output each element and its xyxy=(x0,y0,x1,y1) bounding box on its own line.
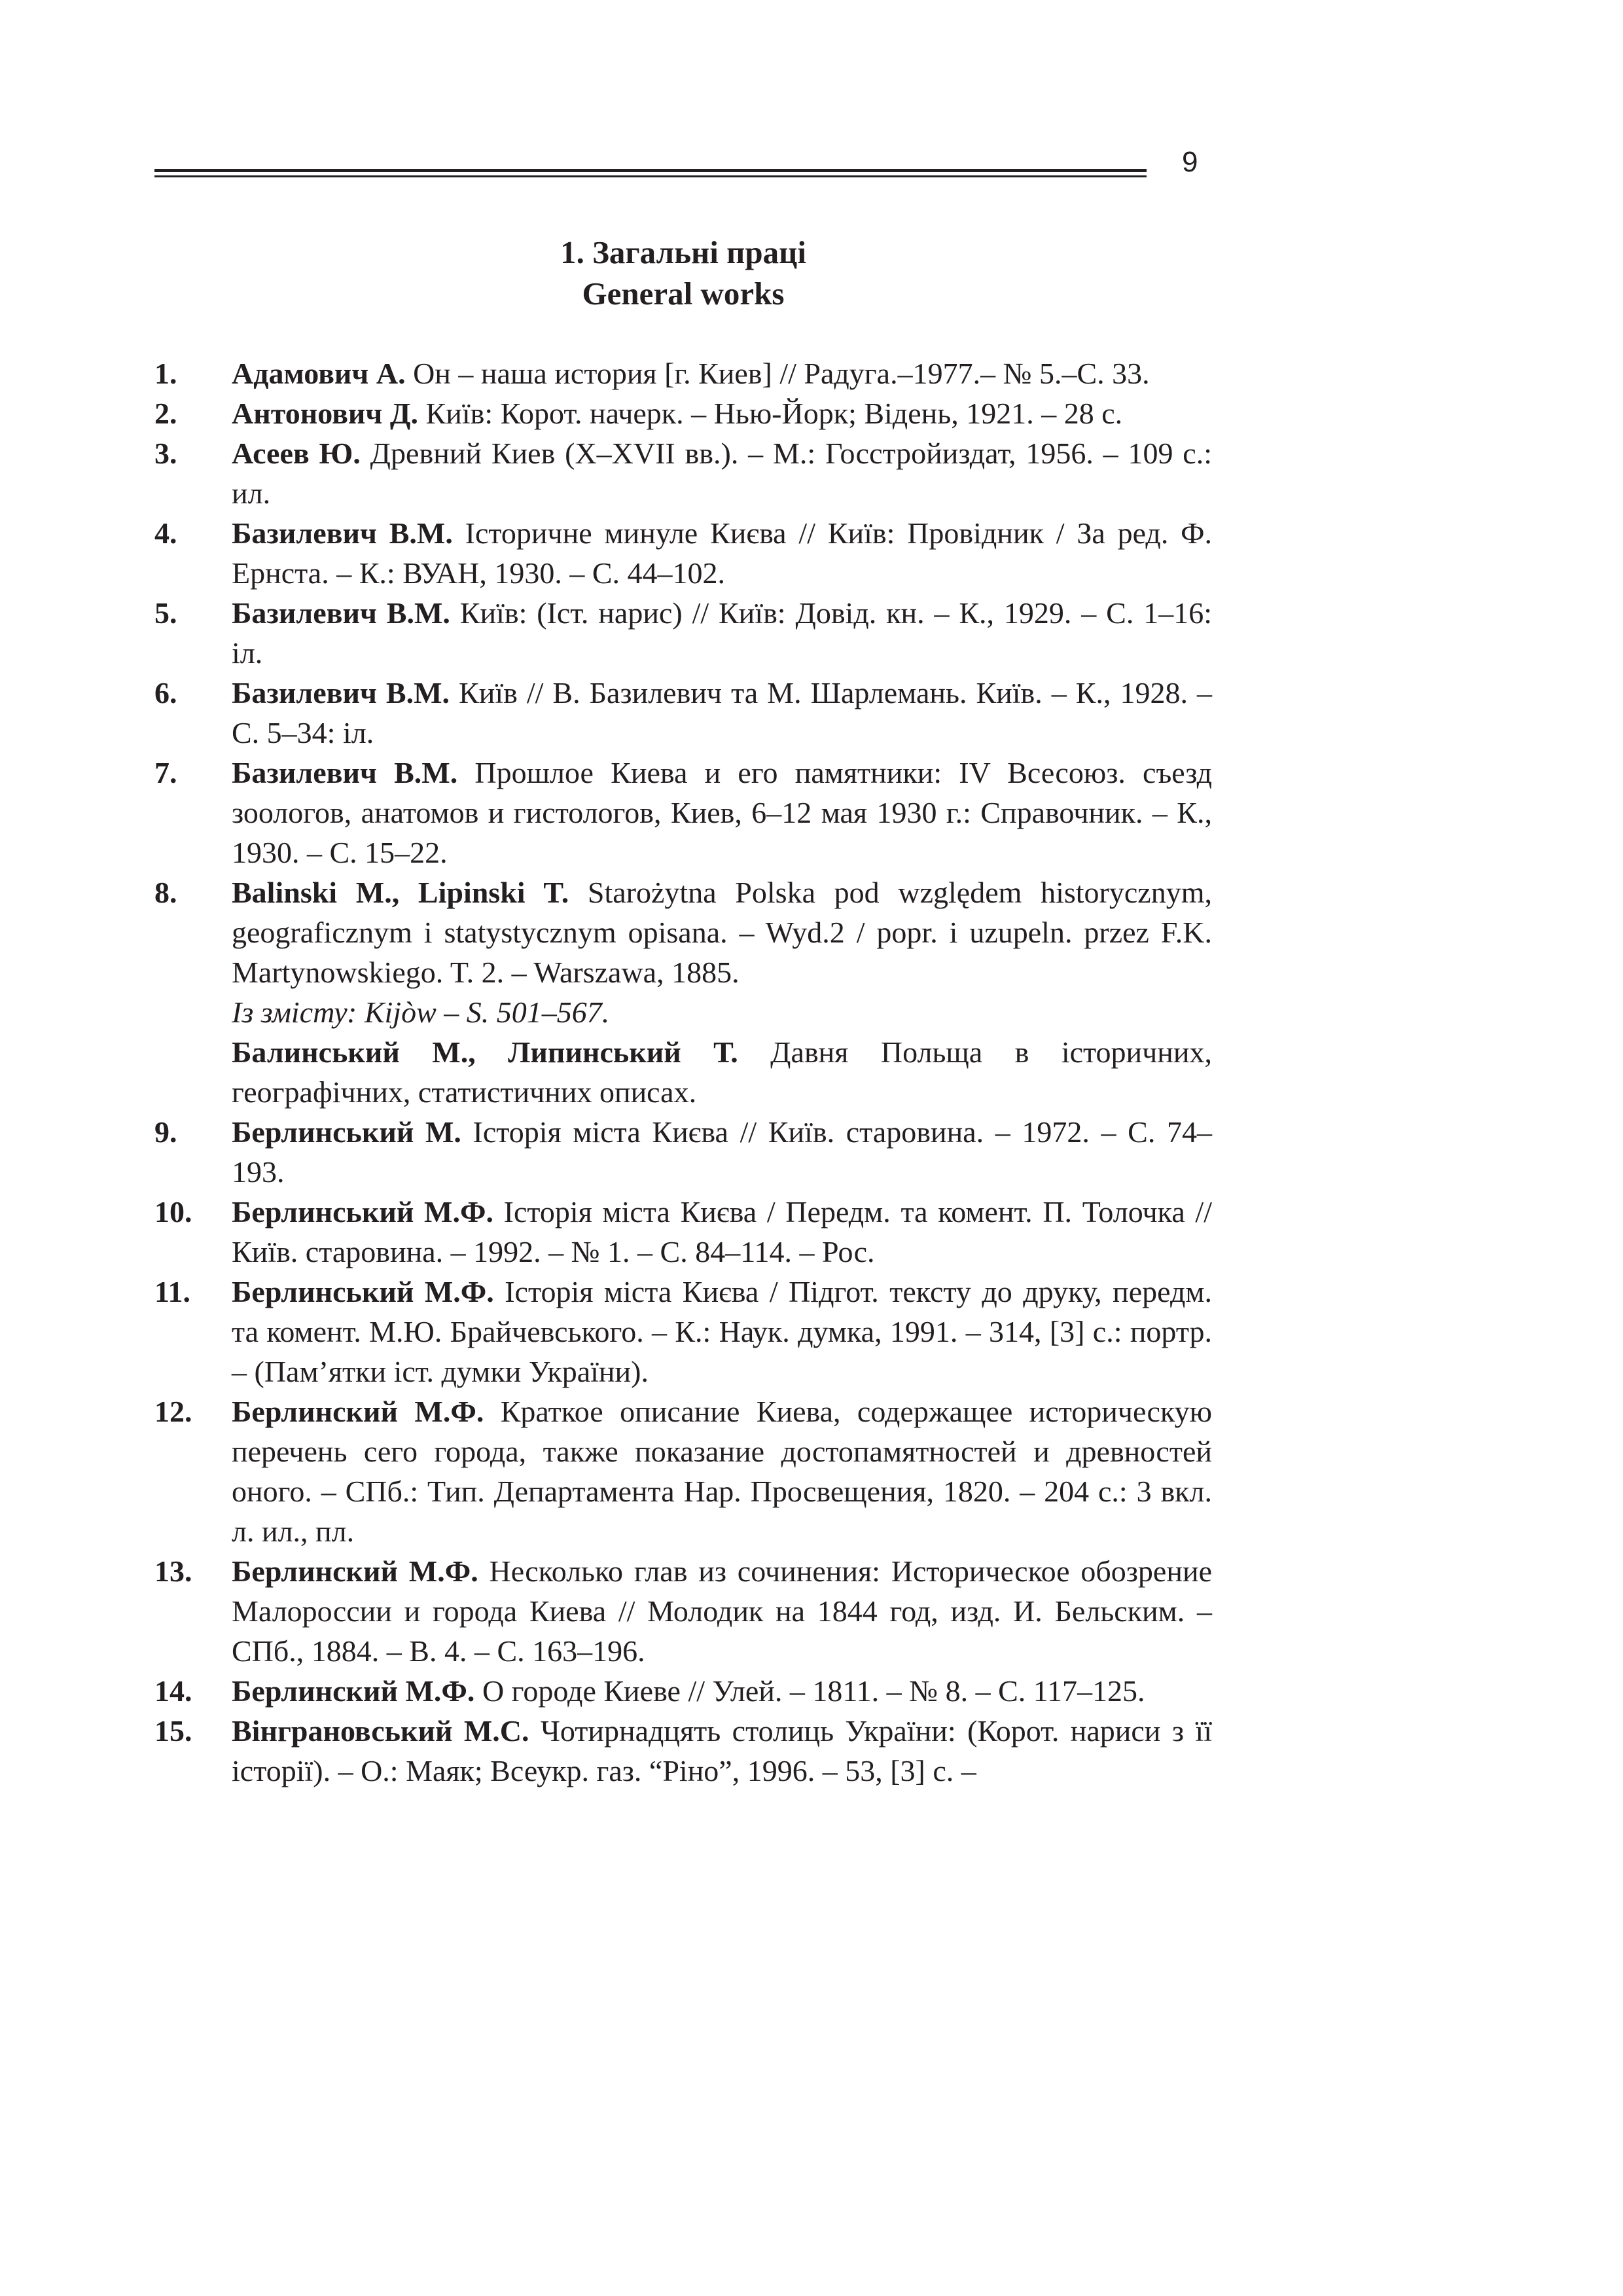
bibliography-entry xyxy=(154,1551,1212,1671)
entry-number: 10. xyxy=(154,1195,192,1229)
bibliography-entry xyxy=(154,433,1212,513)
entry-number: 14. xyxy=(154,1674,192,1708)
entry-text: Несколько глав из сочинения: Историческое обозрение Малороссии и города Киева // Молодик на 1844 год, изд. И. Бельским. – СПб., 1884. – В. 4. – С. 163–196. xyxy=(232,1554,1213,1668)
entry-number: 8. xyxy=(154,876,177,909)
entry-text: Історія міста Києва / Передм. та комент. П. Толочка // Київ. старовина. – 1992. – № 1. – С. 84–114. – Рос. xyxy=(232,1195,1212,1268)
entry-number: 3. xyxy=(154,437,177,470)
entry-author: Базилевич В.М. xyxy=(232,676,450,709)
entry-contents-note: Із змісту: Kijòw – S. 501–567. xyxy=(232,996,610,1029)
bibliography-entry xyxy=(154,353,1212,393)
entry-number: 4. xyxy=(154,516,177,550)
bibliography-entry xyxy=(154,593,1212,673)
entry-author: Базилевич В.М. xyxy=(232,516,453,550)
bibliography-entry xyxy=(154,1112,1212,1192)
header-rule xyxy=(154,169,1147,178)
bibliography-entry xyxy=(154,1192,1212,1272)
entry-author: Берлинский М.Ф. xyxy=(232,1554,478,1588)
section-title-ua: 1. Загальні праці xyxy=(560,234,806,270)
entry-text: Київ: (Іст. нарис) // Київ: Довід. кн. – К., 1929. – С. 1–16: іл. xyxy=(232,596,1212,670)
bibliography-entry xyxy=(154,872,1212,1112)
entry-number: 13. xyxy=(154,1554,192,1588)
entry-number: 1. xyxy=(154,357,177,390)
bibliography-entry xyxy=(154,393,1212,433)
entry-text: Прошлое Киева и его памятники: IV Всесоюз. съезд зоологов, анатомов и гистологов, Киев, 6–12 мая 1930 г.: Справочник. – К., 1930. – С. 15–22. xyxy=(232,756,1212,869)
entry-number: 12. xyxy=(154,1395,192,1428)
entry-author: Берлинский М.Ф. xyxy=(232,1674,475,1708)
entry-translation-author: Балинський М., Липинський Т. xyxy=(232,1035,738,1069)
entry-number: 7. xyxy=(154,756,177,789)
entry-number: 11. xyxy=(154,1275,190,1308)
bibliography-entry xyxy=(154,1671,1212,1711)
entry-number: 15. xyxy=(154,1714,192,1748)
entry-text: Краткое описание Киева, содержащее историческую перечень сего города, также показание достопамятностей и древностей оного. – СПб.: Тип. Департамента Нар. Просвещения, 1820. – 204 с.: 3 вкл. л. ил., пл. xyxy=(232,1395,1212,1548)
entry-text: Чотирнадцять столиць України: (Корот. нариси з її історії). – О.: Маяк; Всеукр. газ. “Ріно”, 1996. – 53, [3] с. – xyxy=(232,1714,1212,1787)
bibliography-list xyxy=(154,353,1212,1791)
entry-text: Історія міста Києва / Підгот. тексту до друку, передм. та комент. М.Ю. Брайчевського. – К.: Наук. думка, 1991. – 314, [3] с.: портр. – (Пам’ятки іст. думки України). xyxy=(232,1275,1212,1388)
entry-number: 6. xyxy=(154,676,177,709)
section-title-en: General works xyxy=(582,276,785,312)
header-rule-thin xyxy=(154,175,1147,177)
entry-text: О городе Киеве // Улей. – 1811. – № 8. – С. 117–125. xyxy=(474,1674,1145,1708)
bibliography-entry xyxy=(154,1391,1212,1551)
entry-author: Адамович А. xyxy=(232,357,406,390)
bibliography-entry xyxy=(154,513,1212,593)
entry-author: Асеев Ю. xyxy=(232,437,361,470)
entry-author: Базилевич В.М. xyxy=(232,756,458,789)
page-number: 9 xyxy=(1182,146,1198,178)
entry-translation xyxy=(232,1032,1212,1112)
entry-text: Starożytna Polska pod względem historycznym, geograficznym i statystycznym opisana. – Wyd.2 / popr. i uzupeln. przez F.K. Martynowskiego. T. 2. – Warszawa, 1885. xyxy=(232,876,1212,989)
entry-translation-text: Давня Польща в історичних, географічних, статистичних описах. xyxy=(232,1035,1212,1109)
entry-author: Берлинський М.Ф. xyxy=(232,1275,494,1308)
entry-number: 9. xyxy=(154,1115,177,1149)
entry-number: 5. xyxy=(154,596,177,630)
entry-text: Київ: Корот. начерк. – Нью-Йорк; Відень, 1921. – 28 с. xyxy=(418,397,1123,430)
entry-text: Древний Киев (X–XVII вв.). – М.: Госстройиздат, 1956. – 109 с.: ил. xyxy=(232,437,1212,510)
bibliography-entry xyxy=(154,1711,1212,1791)
entry-text: Історія міста Києва // Київ. старовина. – 1972. – С. 74–193. xyxy=(232,1115,1212,1189)
entry-author: Антонович Д. xyxy=(232,397,419,430)
section-heading xyxy=(154,232,1212,314)
entry-author: Balinski M., Lipinski T. xyxy=(232,876,569,909)
entry-author: Берлинський М. xyxy=(232,1115,461,1149)
bibliography-entry xyxy=(154,673,1212,753)
entry-number: 2. xyxy=(154,397,177,430)
entry-text: Історичне минуле Києва // Київ: Провідник / За ред. Ф. Ернста. – К.: ВУАН, 1930. – С. 44–102. xyxy=(232,516,1212,590)
bibliography-entry xyxy=(154,753,1212,872)
entry-author: Вінграновський М.С. xyxy=(232,1714,529,1748)
entry-author: Берлинский М.Ф. xyxy=(232,1395,484,1428)
bibliography-entry xyxy=(154,1272,1212,1391)
entry-text: Он – наша история [г. Киев] // Радуга.–1977.– № 5.–С. 33. xyxy=(405,357,1150,390)
header-rule-thick xyxy=(154,169,1147,172)
entry-author: Базилевич В.М. xyxy=(232,596,450,630)
entry-author: Берлинський М.Ф. xyxy=(232,1195,493,1229)
entry-text: Київ // В. Базилевич та М. Шарлемань. Київ. – К., 1928. – С. 5–34: іл. xyxy=(232,676,1212,749)
